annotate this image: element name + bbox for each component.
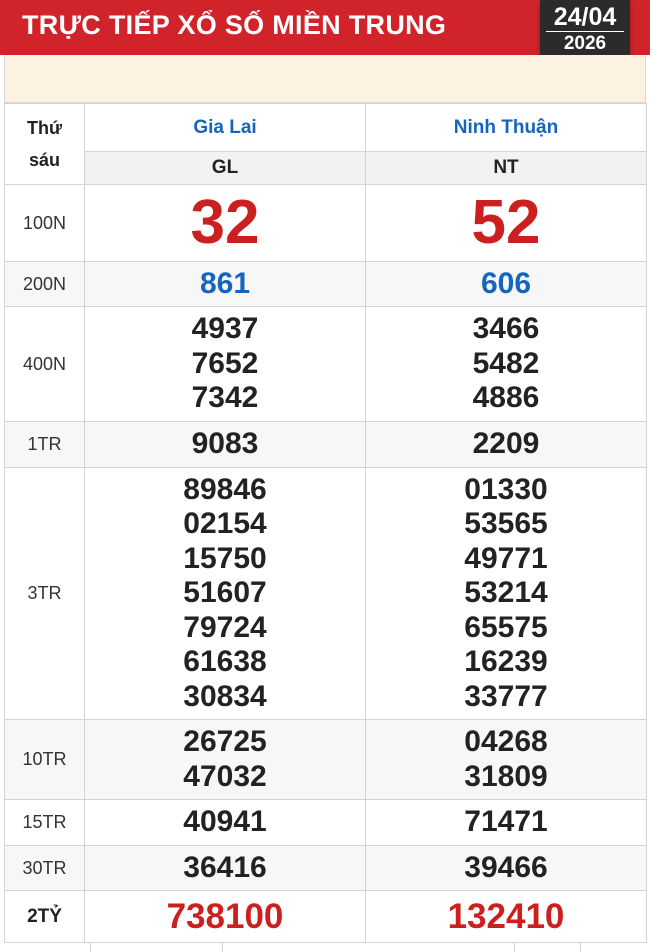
prize-number: 33777 (464, 679, 548, 713)
gl-prize-cell (85, 720, 366, 800)
prize-label: 400N (5, 307, 85, 422)
prize-row-3tr (5, 468, 647, 720)
results-table (4, 103, 647, 943)
prize-row-400n (5, 307, 647, 422)
prize-number: 65575 (464, 610, 548, 644)
weekday-cell (5, 104, 85, 185)
prize-label: 200N (5, 262, 85, 307)
province-code-nt: NT (366, 152, 647, 185)
nt-prize-cell (366, 262, 647, 307)
weekday-line1: Thứ (26, 118, 63, 138)
prize-number: 04268 (464, 725, 548, 758)
prize-number: 7342 (191, 381, 259, 415)
prize-number: 71471 (464, 805, 548, 839)
prize-number: 16239 (464, 645, 548, 679)
prize-number: 40941 (183, 805, 267, 839)
prize-number: 52 (471, 188, 541, 257)
gl-prize-cell (85, 422, 366, 468)
prize-number: 606 (480, 267, 532, 300)
prize-number: 2209 (472, 427, 540, 461)
prize-number: 49771 (464, 541, 548, 575)
province-name-ninh-thuan[interactable]: Ninh Thuận (366, 104, 647, 152)
footer-divider (514, 943, 515, 952)
footer-divider (222, 943, 223, 952)
nt-prize-cell (366, 846, 647, 891)
prize-number: 61638 (183, 645, 267, 679)
info-strip (4, 55, 646, 103)
prize-number: 15750 (183, 541, 267, 575)
prize-label: 15TR (5, 800, 85, 846)
prize-row-15tr (5, 800, 647, 846)
page-header (0, 0, 650, 55)
prize-number: 32 (190, 188, 260, 257)
province-code-gl: GL (85, 152, 366, 185)
prize-number: 31809 (464, 759, 548, 793)
prize-label: 10TR (5, 720, 85, 800)
prize-number: 47032 (183, 759, 267, 793)
prize-number: 738100 (166, 896, 284, 936)
prize-number: 79724 (183, 610, 267, 644)
nt-prize-cell (366, 720, 647, 800)
nt-prize-cell (366, 307, 647, 422)
prize-label: 2TỶ (5, 891, 85, 943)
prize-label: 100N (5, 185, 85, 262)
prize-number: 53565 (464, 507, 548, 541)
prize-number: 53214 (464, 576, 548, 610)
footer-divider (580, 943, 581, 952)
date-year: 2026 (563, 33, 607, 54)
prize-row-100n (5, 185, 647, 262)
prize-number: 4886 (472, 381, 540, 415)
prize-number: 9083 (191, 427, 259, 461)
prize-number: 3466 (472, 312, 540, 346)
footer-strip (4, 942, 646, 952)
prize-number: 30834 (183, 679, 267, 713)
prize-number: 4937 (191, 312, 259, 346)
prize-label: 30TR (5, 846, 85, 891)
prize-row-1tr (5, 422, 647, 468)
gl-prize-cell (85, 891, 366, 943)
prize-row-200n (5, 262, 647, 307)
date-day: 24/04 (546, 0, 624, 32)
prize-number: 89846 (183, 472, 267, 506)
nt-prize-cell (366, 185, 647, 262)
prize-row-30tr (5, 846, 647, 891)
province-name-gia-lai[interactable]: Gia Lai (85, 104, 366, 152)
nt-prize-cell (366, 422, 647, 468)
prize-label: 1TR (5, 422, 85, 468)
prize-number: 02154 (183, 507, 267, 541)
prize-number: 39466 (464, 850, 548, 884)
prize-number: 36416 (183, 850, 267, 884)
prize-number: 861 (199, 267, 251, 300)
gl-prize-cell (85, 185, 366, 262)
gl-prize-cell (85, 307, 366, 422)
gl-prize-cell (85, 262, 366, 307)
prize-number: 51607 (183, 576, 267, 610)
prize-row-10tr (5, 720, 647, 800)
prize-number: 132410 (447, 896, 565, 936)
weekday-line2: sáu (28, 150, 61, 170)
nt-prize-cell (366, 800, 647, 846)
nt-prize-cell (366, 468, 647, 720)
date-badge (540, 0, 630, 60)
prize-number: 01330 (464, 472, 548, 506)
gl-prize-cell (85, 800, 366, 846)
nt-prize-cell (366, 891, 647, 943)
prize-number: 26725 (183, 725, 267, 758)
gl-prize-cell (85, 468, 366, 720)
prize-number: 7652 (191, 346, 259, 380)
footer-divider (90, 943, 91, 952)
gl-prize-cell (85, 846, 366, 891)
prize-label: 3TR (5, 468, 85, 720)
page-title: TRỰC TIẾP XỔ SỐ MIỀN TRUNG (22, 10, 447, 40)
prize-number: 5482 (472, 346, 540, 380)
prize-row-special (5, 891, 647, 943)
